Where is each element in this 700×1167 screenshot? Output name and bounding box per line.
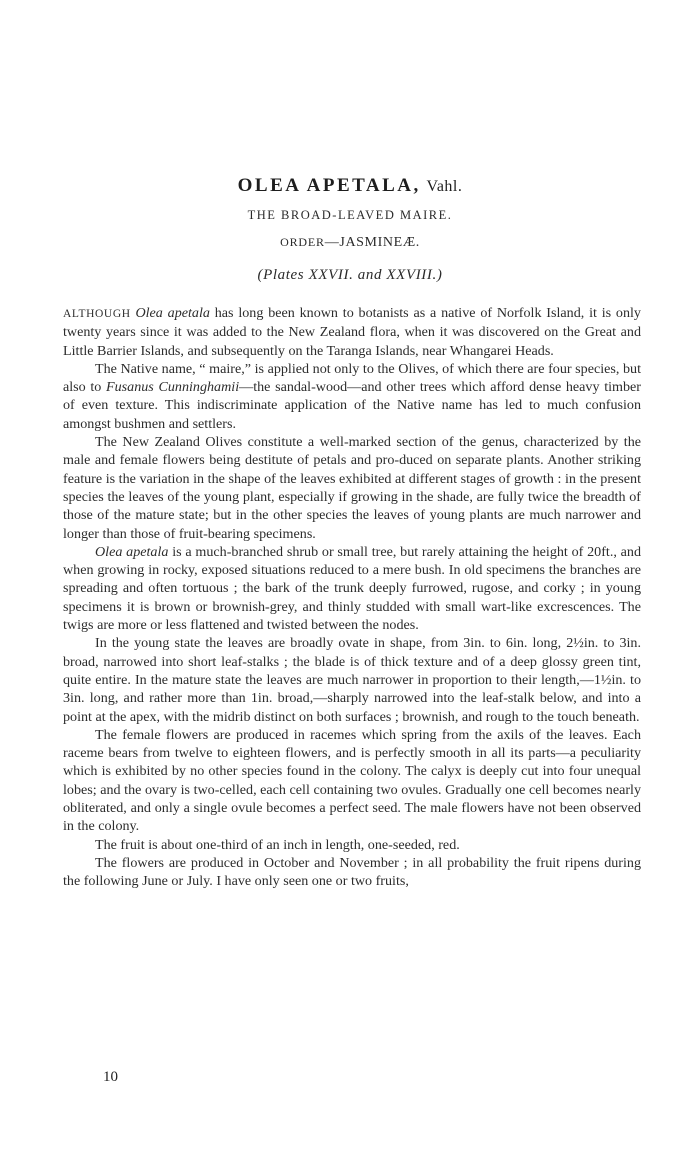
article-body <box>63 304 641 891</box>
paragraph-text: has long been known to botanists as a native of Norfolk Island, it is only twenty years since it was added to the New Zealand flora, when it was discovered on the Great and Little Barrier Islands, and subsequently on the Taranga Islands, near Whangarei Heads. <box>63 305 641 359</box>
order-line <box>0 232 700 253</box>
page-number: 10 <box>103 1069 118 1085</box>
plates-reference: (Plates XXVII. and XXVIII.) <box>257 267 443 283</box>
order-name: JASMINEÆ. <box>339 235 420 250</box>
paragraph-4 <box>63 543 641 634</box>
paragraph-5: In the young state the leaves are broadly ovate in shape, from 3in. to 6in. long, 2½in. to 3in. broad, narrowed into short leaf-stalks ; the blade is of thick texture and of a deep glossy green tint, quite entire. In the mature state the leaves are much narrower in proportion to their length,—1½in. to 3in. long, and rather more than 1in. broad,—sharply narrowed into the leaf-stalk below, and into a point at the apex, with the midrib distinct on both surfaces ; brownish, and rough to the touch beneath. <box>63 635 641 725</box>
article-header <box>0 172 700 285</box>
paragraph-8: The flowers are produced in October and November ; in all probability the fruit ripens during the following June or July. I have only seen one or two fruits, <box>63 854 641 890</box>
species-author: Vahl. <box>426 178 463 195</box>
lead-word: ALTHOUGH <box>63 308 131 320</box>
species-italic: Fusanus Cunninghamii <box>106 379 240 396</box>
species-name: OLEA APETALA, <box>237 175 421 196</box>
order-label: ORDER <box>280 235 325 249</box>
paragraph-text: The Native name, “ maire,” is applied not only to the Olives, of which there are four species, but also to <box>63 360 641 396</box>
paragraph-6: The female flowers are produced in racemes which spring from the axils of the leaves. Each raceme bears from twelve to eighteen flowers, and is perfectly smooth in all its parts—a peculiarity which is exhibited by no other species found in the colony. The calyx is deeply cut into four unequal lobes; and the ovary is two-celled, each cell containing two ovules. Gradually one cell becomes nearly obliterated, and only a single ovule becomes a perfect seed. The male flowers have not been observed in the colony. <box>63 726 641 835</box>
species-italic: Olea apetala <box>95 543 169 560</box>
paragraph-1 <box>63 304 641 360</box>
species-title <box>0 172 700 201</box>
paragraph-text: —the sandal-wood—and other trees which afford dense heavy timber of even texture. This indiscriminate application of the Native name has led to much confusion amongst bushmen and settlers. <box>63 379 641 432</box>
paragraph-7: The fruit is about one-third of an inch in length, one-seeded, red. <box>95 836 460 853</box>
paragraph-2 <box>63 360 641 433</box>
paragraph-text: is a much-branched shrub or small tree, but rarely attaining the height of 20ft., and when growing in rocky, exposed situations reduced to a mere bush. In old specimens the branches are spreading and often tortuous ; the bark of the trunk deeply furrowed, rugose, and corky ; in young specimens it is brown or brownish-grey, and thinly studded with small wart-like excrescences. The twigs are more or less flattened and twisted between the nodes. <box>63 543 641 634</box>
paragraph-3: The New Zealand Olives constitute a well-marked section of the genus, characterized by the male and female flowers being destitute of petals and pro-duced on separate plants. Another striking feature is the variation in the shape of the leaves exhibited at different stages of growth : in the present species the leaves of the young plant, especially if growing in the shade, are fully twice the breadth of those of the mature state; but in the other species the leaves of young plants are much narrower and longer than those of fruit-bearing specimens. <box>63 434 641 542</box>
order-dash: — <box>324 235 340 250</box>
species-italic: Olea apetala <box>135 305 210 321</box>
common-name: THE BROAD-LEAVED MAIRE. <box>247 208 453 222</box>
